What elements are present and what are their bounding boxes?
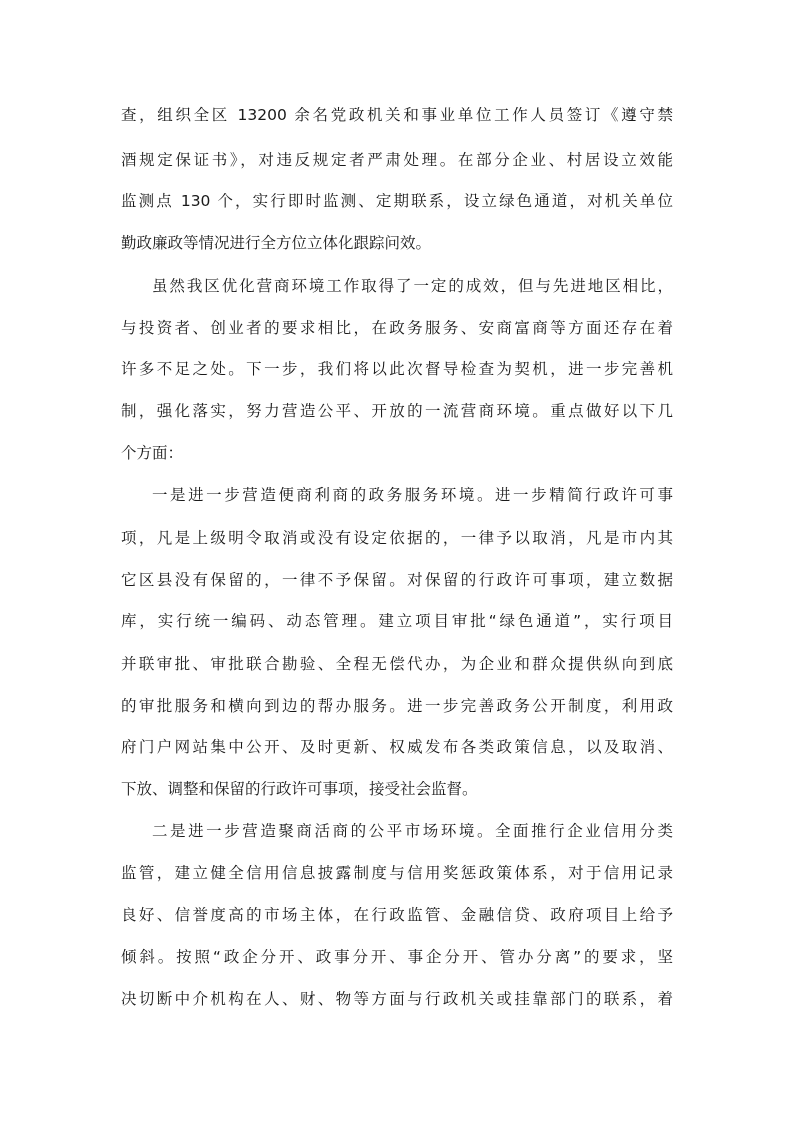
text-line: 与投资者、创业者的要求相比，在政务服务、安商富商等方面还存在着 [121, 319, 673, 337]
text-line: 许多不足之处。下一步，我们将以此次督导检查为契机，进一步完善机 [121, 360, 673, 378]
text-line: 下放、调整和保留的行政许可事项，接受社会监督。 [121, 780, 478, 798]
text-line: 勤政廉政等情况进行全方位立体化跟踪问效。 [121, 234, 432, 252]
text-line: 倾斜。按照“政企分开、政事分开、事企分开、管办分离”的要求，坚 [121, 948, 673, 966]
text-line: 监测点 130 个，实行即时监测、定期联系，设立绿色通道，对机关单位 [121, 192, 673, 210]
text-line: 府门户网站集中公开、及时更新、权威发布各类政策信息，以及取消、 [121, 738, 673, 756]
text-line: 酒规定保证书》，对违反规定者严肃处理。在部分企业、村居设立效能 [121, 151, 673, 169]
text-line: 良好、信誉度高的市场主体，在行政监管、金融信贷、政府项目上给予 [121, 906, 673, 924]
paragraph-first-line: 一是进一步营造便商利商的政务服务环境。进一步精简行政许可事 [152, 486, 673, 504]
text-line: 的审批服务和横向到边的帮办服务。进一步完善政务公开制度，利用政 [121, 697, 673, 715]
text-line: 并联审批、审批联合勘验、全程无偿代办，为企业和群众提供纵向到底 [121, 655, 673, 673]
text-line: 监管，建立健全信用信息披露制度与信用奖惩政策体系，对于信用记录 [121, 864, 673, 882]
text-line: 它区县没有保留的，一律不予保留。对保留的行政许可事项，建立数据 [121, 571, 673, 589]
text-line: 查，组织全区 13200 余名党政机关和事业单位工作人员签订《遵守禁 [121, 106, 673, 124]
paragraph-first-line: 二是进一步营造聚商活商的公平市场环境。全面推行企业信用分类 [152, 822, 673, 840]
text-line: 库，实行统一编码、动态管理。建立项目审批“绿色通道”，实行项目 [121, 612, 673, 630]
paragraph-first-line: 虽然我区优化营商环境工作取得了一定的成效，但与先进地区相比， [152, 277, 673, 295]
text-line: 决切断中介机构在人、财、物等方面与行政机关或挂靠部门的联系，着 [121, 990, 673, 1008]
text-line: 个方面： [121, 444, 184, 462]
text-line: 项，凡是上级明令取消或没有设定依据的，一律予以取消，凡是市内其 [121, 529, 673, 547]
text-line: 制，强化落实，努力营造公平、开放的一流营商环境。重点做好以下几 [121, 402, 673, 420]
